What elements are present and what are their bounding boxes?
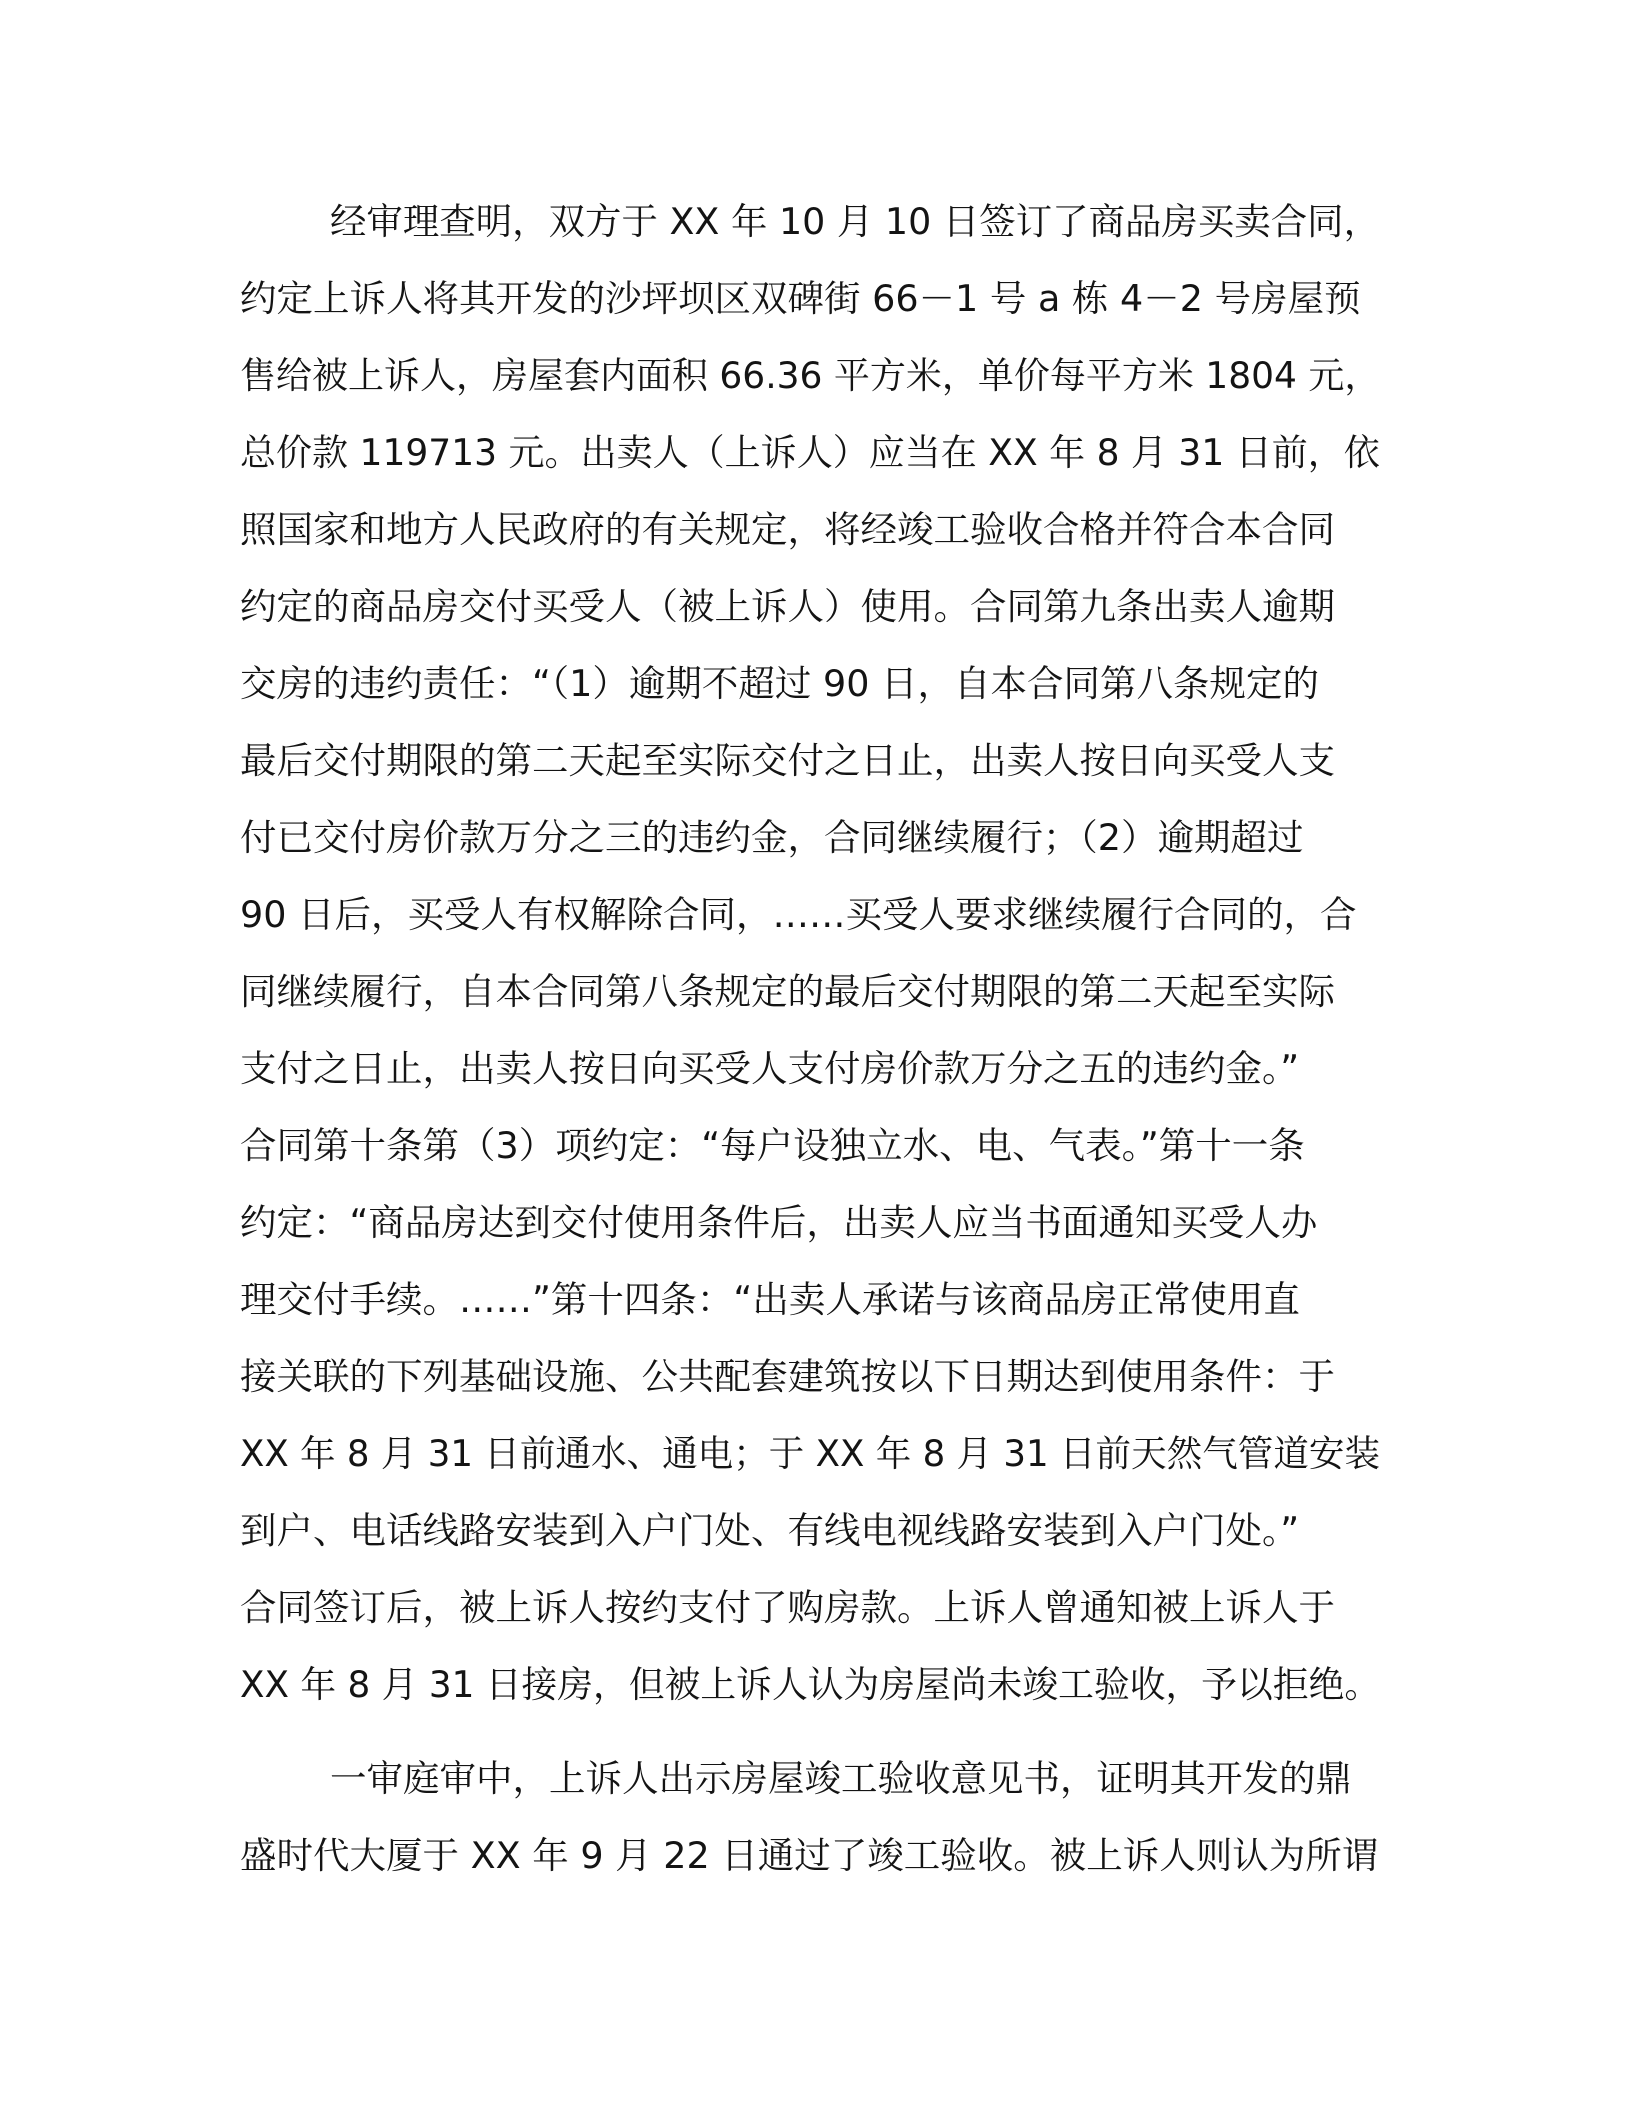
- text-line: 同继续履行，自本合同第八条规定的最后交付期限的第二天起至实际: [240, 970, 1335, 1013]
- text-line: 最后交付期限的第二天起至实际交付之日止，出卖人按日向买受人支: [240, 739, 1335, 782]
- text-line: 合同第十条第（3）项约定：“每户设独立水、电、气表。”第十一条: [240, 1124, 1305, 1167]
- text-line: 90 日后，买受人有权解除合同，……买受人要求继续履行合同的，合: [240, 893, 1357, 936]
- text-line: 盛时代大厦于 XX 年 9 月 22 日通过了竣工验收。被上诉人则认为所谓: [240, 1834, 1379, 1877]
- text-line: 到户、电话线路安装到入户门处、有线电视线路安装到入户门处。”: [240, 1509, 1300, 1552]
- text-line: 约定：“商品房达到交付使用条件后，出卖人应当书面通知买受人办: [240, 1201, 1318, 1244]
- text-line: XX 年 8 月 31 日接房，但被上诉人认为房屋尚未竣工验收，予以拒绝。: [240, 1663, 1381, 1706]
- text-line: 售给被上诉人，房屋套内面积 66.36 平方米，单价每平方米 1804 元，: [240, 354, 1381, 397]
- text-line: 约定上诉人将其开发的沙坪坝区双碑街 66－1 号 a 栋 4－2 号房屋预: [240, 277, 1361, 320]
- text-line: 照国家和地方人民政府的有关规定，将经竣工验收合格并符合本合同: [240, 508, 1335, 551]
- text-line: 交房的违约责任：“（1）逾期不超过 90 日，自本合同第八条规定的: [240, 662, 1320, 705]
- text-line: 支付之日止，出卖人按日向买受人支付房价款万分之五的违约金。”: [240, 1047, 1300, 1090]
- text-line: 合同签订后，被上诉人按约支付了购房款。上诉人曾通知被上诉人于: [240, 1586, 1335, 1629]
- text-line: 一审庭审中，上诉人出示房屋竣工验收意见书，证明其开发的鼎: [330, 1757, 1352, 1800]
- text-line: 接关联的下列基础设施、公共配套建筑按以下日期达到使用条件：于: [240, 1355, 1335, 1398]
- text-line: 理交付手续。……”第十四条：“出卖人承诺与该商品房正常使用直: [240, 1278, 1300, 1321]
- text-line: XX 年 8 月 31 日前通水、通电；于 XX 年 8 月 31 日前天然气管道安装: [240, 1432, 1381, 1475]
- text-line: 付已交付房价款万分之三的违约金，合同继续履行；（2）逾期超过: [240, 816, 1304, 859]
- text-line: 经审理查明，双方于 XX 年 10 月 10 日签订了商品房买卖合同，: [330, 200, 1381, 243]
- text-line: 约定的商品房交付买受人（被上诉人）使用。合同第九条出卖人逾期: [240, 585, 1335, 628]
- text-line: 总价款 119713 元。出卖人（上诉人）应当在 XX 年 8 月 31 日前，依: [240, 431, 1380, 474]
